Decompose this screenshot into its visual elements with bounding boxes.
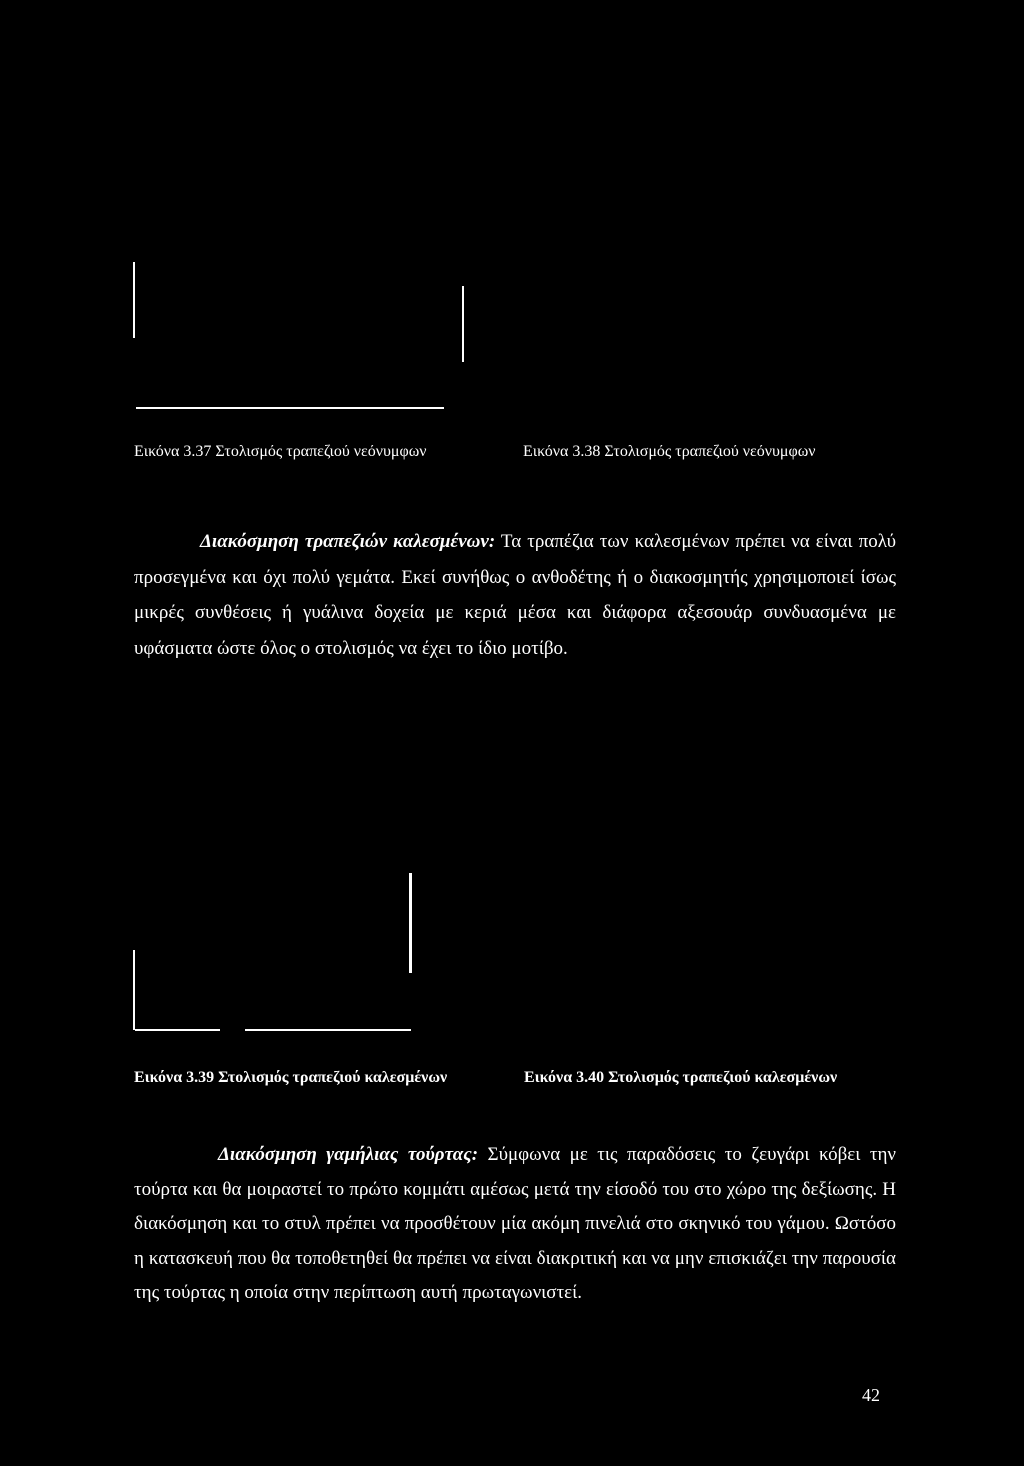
figure-3-40-frame-bottom	[245, 1029, 411, 1031]
figure-3-39-frame-left	[133, 950, 135, 1030]
figure-3-38-caption: Εικόνα 3.38 Στολισμός τραπεζιού νεόνυμφων	[523, 443, 816, 460]
wedding-cake-heading: Διακόσμηση γαμήλιας τούρτας:	[218, 1144, 479, 1165]
figure-3-40-caption: Εικόνα 3.40 Στολισμός τραπεζιού καλεσμένων	[524, 1069, 838, 1086]
figure-3-39-caption: Εικόνα 3.39 Στολισμός τραπεζιού καλεσμένων	[134, 1069, 448, 1086]
guest-tables-heading: Διακόσμηση τραπεζιών καλεσμένων:	[200, 531, 496, 552]
figure-3-38-frame-right	[462, 286, 464, 362]
guest-tables-body: Τα τραπέζια των καλεσμένων πρέπει να είναι πολύ προσεγμένα και όχι πολύ γεμάτα. Εκεί συνήθως ο ανθοδέτης ή ο διακοσμητής χρησιμοποιεί ίσως μικρές συνθέσεις ή γυάλινα δοχεία με κεριά μέσα και διάφορα αξεσουάρ συνδυασμένα με υφάσματα ώστε όλος ο στολισμός να έχει το ίδιο μοτίβο.	[134, 531, 896, 659]
figure-3-39-frame-bottom	[135, 1029, 220, 1031]
figure-3-37-frame-left	[133, 262, 135, 338]
wedding-cake-paragraph	[134, 1138, 896, 1311]
figure-3-37-frame-bottom	[136, 407, 444, 409]
figure-3-40-frame-right	[409, 873, 412, 973]
wedding-cake-body: Σύμφωνα με τις παραδόσεις το ζευγάρι κόβει την τούρτα και θα μοιραστεί το πρώτο κομμάτι αμέσως μετά την είσοδό του στο χώρο της δεξίωσης. Η διακόσμηση και το στυλ πρέπει να προσθέτουν μία ακόμη πινελιά στο σκηνικό του γάμου. Ωστόσο η κατασκευή που θα τοποθετηθεί θα πρέπει να είναι διακριτική και να μην επισκιάζει την παρουσία της τούρτας η οποία στην περίπτωση αυτή πρωταγωνιστεί.	[134, 1144, 896, 1303]
figure-3-37-caption: Εικόνα 3.37 Στολισμός τραπεζιού νεόνυμφων	[134, 443, 427, 460]
guest-tables-paragraph	[134, 524, 896, 666]
page-number: 42	[862, 1385, 880, 1405]
